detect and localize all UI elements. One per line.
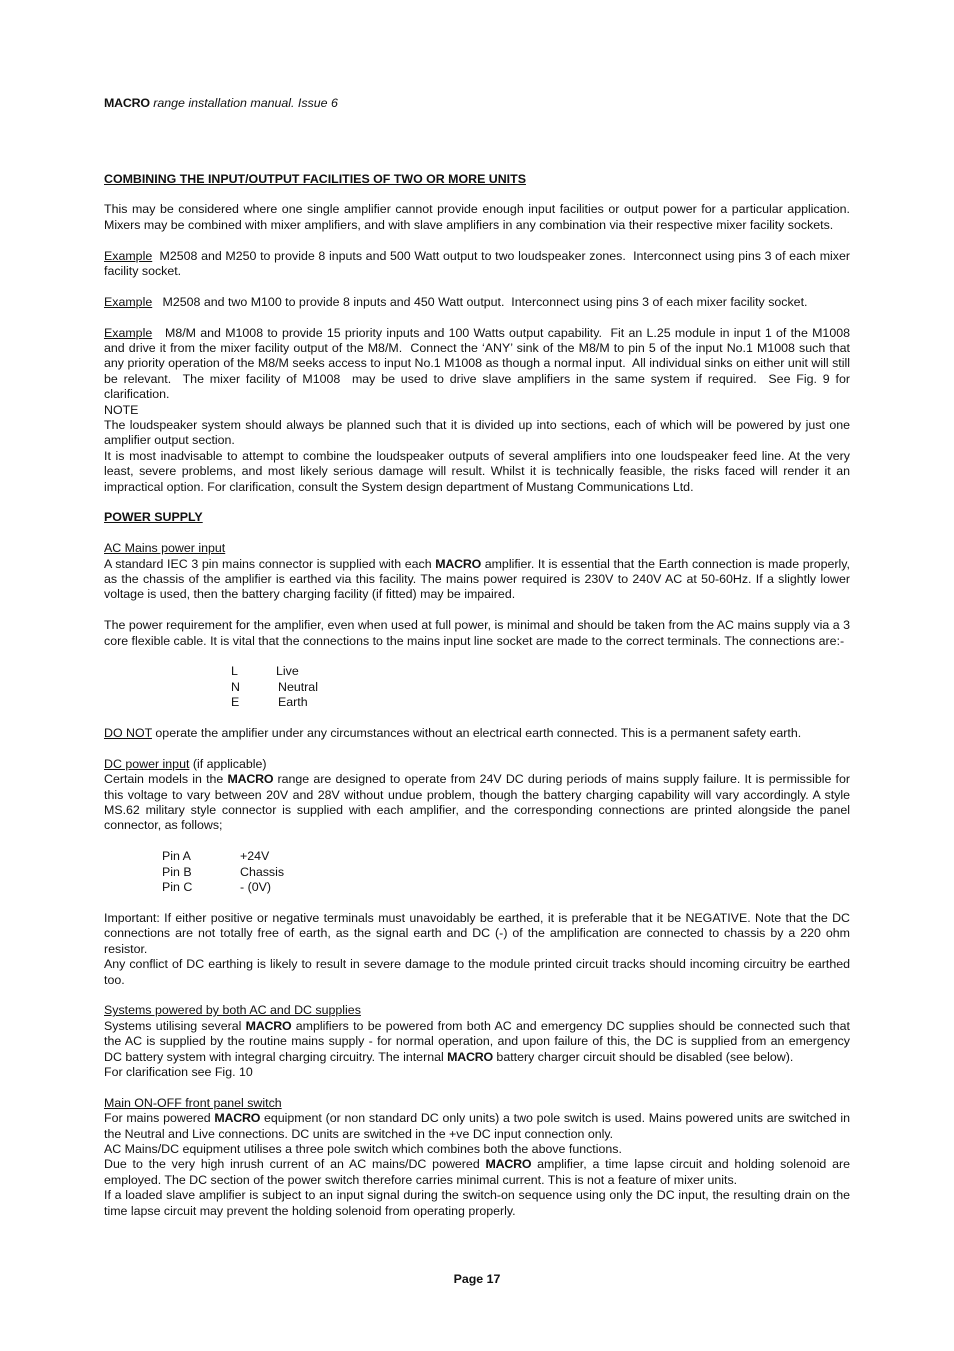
switch-paragraph-3: Due to the very high inrush current of an AC mains/DC powered MACRO amplifier, a time lapse circuit and holding solenoid are employed. The DC section of the power switch therefore carries minimal current. This is not a feature of mixer units. — [104, 1157, 850, 1187]
running-header: MACRO range installation manual. Issue 6 — [104, 96, 338, 110]
note-label: NOTE — [104, 402, 139, 417]
pin-row: Pin B Chassis — [162, 864, 285, 879]
note-paragraph-1: The loudspeaker system should always be planned such that it is divided up into sections, each of which will be powered by just one amplifier output section. — [104, 418, 850, 448]
page-body — [104, 96, 854, 1219]
subheading-dc-power: DC power input (if applicable) — [104, 756, 267, 771]
example-3: Example M8/M and M1008 to provide 15 priority inputs and 100 Watts output capability. Fit an L.25 module in input 1 of the M1008 and drive it from the mixer facility output of the M8/M. Connect the ‘ANY’ sink of the M8/M to pin 5 of the input No.1 M1008 such that any priority operation of the M8/M seeks access to input No.1 M1008 as though a normal input. All individual sinks on either unit will still be relevant. The mixer facility of M1008 may be used to drive slave amplifiers in the same system if required. See Fig. 9 for clarification. — [104, 325, 854, 402]
systems-paragraph-1: Systems utilising several MACRO amplifiers to be powered from both AC and emergency DC supplies should be connected such that the AC is supplied by the routine mains supply - for normal operation, and upon failure of this, the DC is supplied from an emergency DC battery system with integral charging circuitry. The internal MACRO battery charger circuit should be disabled (see below). — [104, 1018, 850, 1064]
combining-intro: This may be considered where one single amplifier cannot provide enough input facilities or output power for a particular application. Mixers may be combined with mixer amplifiers, and with slave amplifiers in any combination via their respective mixer facility sockets. — [104, 202, 850, 232]
pin-row: Pin A +24V — [162, 849, 270, 864]
important-paragraph-2: Any conflict of DC earthing is likely to result in severe damage to the module printed circuit tracks should incoming circuitry be earthed too. — [104, 957, 850, 987]
page-number: Page 17 — [453, 1272, 501, 1286]
switch-paragraph-4: If a loaded slave amplifier is subject to an input signal during the switch-on sequence using only the DC input, the resulting drain on the time lapse circuit may prevent the holding solenoid from operating properly. — [104, 1188, 850, 1218]
connection-row: E Earth — [231, 695, 308, 710]
example-2: Example M2508 and two M100 to provide 8 inputs and 450 Watt output. Interconnect using pins 3 of each mixer facility socket. — [104, 294, 808, 309]
subheading-ac-mains: AC Mains power input — [104, 541, 226, 556]
mains-connections-list — [104, 664, 850, 710]
switch-paragraph-2: AC Mains/DC equipment utilises a three pole switch which combines both the above functions. — [104, 1141, 622, 1156]
systems-paragraph-2: For clarification see Fig. 10 — [104, 1064, 253, 1079]
earth-warning: DO NOT operate the amplifier under any circumstances without an electrical earth connected. This is a permanent safety earth. — [104, 726, 802, 741]
section-title-combining: COMBINING THE INPUT/OUTPUT FACILITIES OF TWO OR MORE UNITS — [104, 171, 526, 186]
example-1: Example M2508 and M250 to provide 8 inputs and 500 Watt output to two loudspeaker zones. Interconnect using pins 3 of each mixer facility socket. — [104, 248, 854, 278]
switch-paragraph-1: For mains powered MACRO equipment (or non standard DC only units) a two pole switch is used. Mains powered units are switched in the Neutral and Live connections. DC units are switched in the +ve DC input connection only. — [104, 1111, 850, 1141]
dc-pins-list — [104, 849, 850, 895]
note-paragraph-2: It is most inadvisable to attempt to combine the loudspeaker outputs of several amplifiers into one loudspeaker feed line. At the very least, severe problems, and most likely serious damage will result. Whilst it is technically feasible, the risks faced will render it an impractical option. For clarification, consult the System design department of Mustang Communications Ltd. — [104, 448, 850, 494]
ac-paragraph-2: The power requirement for the amplifier, even when used at full power, is minimal and should be taken from the AC mains supply via a 3 core flexible cable. It is vital that the connections to the mains input line socket are made to the correct terminals. The connections are:- — [104, 618, 850, 648]
pin-row: Pin C - (0V) — [162, 880, 271, 895]
dc-paragraph-1: Certain models in the MACRO range are designed to operate from 24V DC during periods of mains supply failure. It is permissible for this voltage to vary between 20V and 28V without undue problem, though the battery charging capability will vary accordingly. A style MS.62 military style connector is supplied with each amplifier, and the corresponding connections are printed alongside the panel connector, as follows; — [104, 772, 851, 833]
brand-name: MACRO — [104, 96, 150, 110]
ac-paragraph-1: A standard IEC 3 pin mains connector is supplied with each MACRO amplifier. It is essential that the Earth connection is made properly, as the chassis of the amplifier is earthed via this facility. The mains power required is 230V to 240V AC at 50-60Hz. If a slightly lower voltage is used, then the battery charging facility (if fitted) may be impaired. — [104, 556, 850, 602]
connection-row: L Live — [231, 664, 299, 679]
subheading-ac-dc-systems: Systems powered by both AC and DC supplies — [104, 1003, 361, 1018]
important-paragraph-1: Important: If either positive or negative terminals must unavoidably be earthed, it is preferable that it be NEGATIVE. Note that the DC connections are not totally free of earth, as the signal earth and DC (-) of the amplification are connected to chassis by a 220 ohm resistor. — [104, 910, 850, 956]
subheading-front-panel-switch: Main ON-OFF front panel switch — [104, 1095, 282, 1110]
connection-row: N Neutral — [231, 679, 318, 694]
section-title-power-supply: POWER SUPPLY — [104, 510, 203, 525]
